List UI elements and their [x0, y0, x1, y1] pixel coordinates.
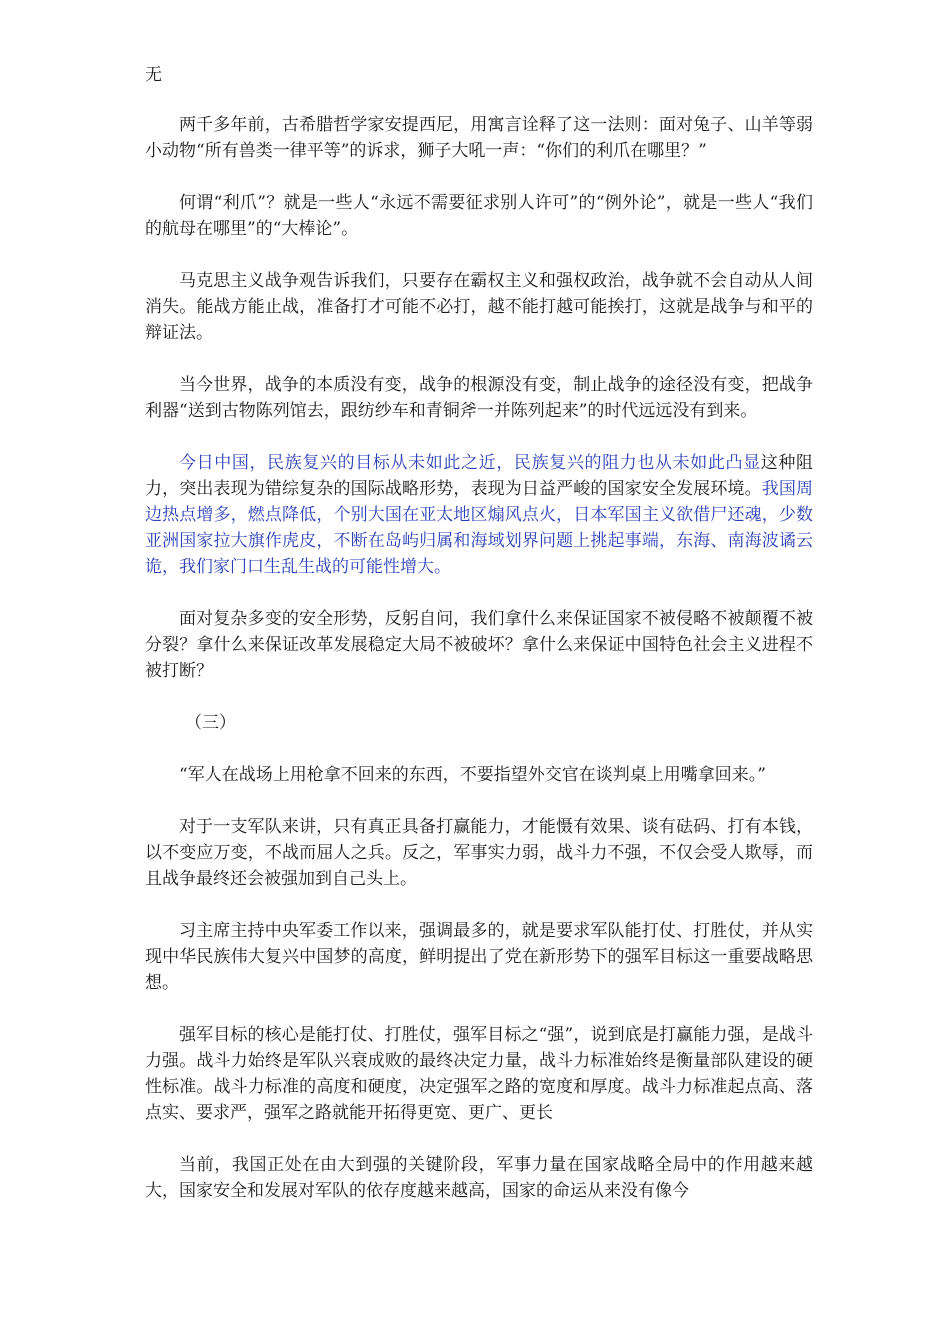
paragraph-1: 两千多年前，古希腊哲学家安提西尼，用寓言诠释了这一法则：面对兔子、山羊等弱小动物“所有兽类一律平等”的诉求，狮子大吼一声：“你们的利爪在哪里？” — [145, 115, 813, 161]
document-page — [145, 62, 813, 1230]
paragraph-6: 面对复杂多变的安全形势，反躬自问，我们拿什么来保证国家不被侵略不被颠覆不被分裂？拿什么来保证改革发展稳定大局不被破坏？拿什么来保证中国特色社会主义进程不被打断？ — [145, 609, 813, 681]
paragraph-2: 何谓“利爪”？就是一些人“永远不需要征求别人许可”的“例外论”，就是一些人“我们的航母在哪里”的“大棒论”。 — [145, 193, 813, 239]
plain-text-1: 这种阻力，突出表现为错综复杂的国际战略形势，表现为日益严峻的国家安全发展环境。 — [145, 453, 814, 499]
section-heading: （三） — [185, 713, 236, 733]
header-mark: 无 — [145, 65, 162, 85]
paragraph-4: 当今世界，战争的本质没有变，战争的根源没有变，制止战争的途径没有变，把战争利器“送到古物陈列馆去，跟纺纱车和青铜斧一并陈列起来”的时代远远没有到来。 — [145, 375, 813, 421]
paragraph-5-mixed — [145, 450, 813, 580]
highlighted-text-2: 我国周边热点增多，燃点降低，个别大国在亚太地区煽风点火，日本军国主义欲借尸还魂，少数亚洲国家拉大旗作虎皮，不断在岛屿归属和海域划界问题上挑起事端，东海、南海波谲云诡，我们家门口生乱生战的可能性增大。 — [145, 479, 814, 577]
section-paragraph-5: 当前，我国正处在由大到强的关键阶段，军事力量在国家战略全局中的作用越来越大，国家安全和发展对军队的依存度越来越高，国家的命运从来没有像今 — [145, 1155, 813, 1201]
section-paragraph-1: “军人在战场上用枪拿不回来的东西，不要指望外交官在谈判桌上用嘴拿回来。” — [179, 765, 766, 785]
section-paragraph-4: 强军目标的核心是能打仗、打胜仗，强军目标之“强”，说到底是打赢能力强，是战斗力强。战斗力始终是军队兴衰成败的最终决定力量，战斗力标准始终是衡量部队建设的硬性标准。战斗力标准的高度和硬度，决定强军之路的宽度和厚度。战斗力标准起点高、落点实、要求严，强军之路就能开拓得更宽、更广、更长 — [145, 1025, 813, 1123]
paragraph-3: 马克思主义战争观告诉我们，只要存在霸权主义和强权政治，战争就不会自动从人间消失。能战方能止战，准备打才可能不必打，越不能打越可能挨打，这就是战争与和平的辩证法。 — [145, 271, 813, 343]
highlighted-text-1: 今日中国，民族复兴的目标从未如此之近，民族复兴的阻力也从未如此凸显 — [179, 453, 761, 473]
section-paragraph-3: 习主席主持中央军委工作以来，强调最多的，就是要求军队能打仗、打胜仗，并从实现中华民族伟大复兴中国梦的高度，鲜明提出了党在新形势下的强军目标这一重要战略思想。 — [145, 921, 813, 993]
section-paragraph-2: 对于一支军队来讲，只有真正具备打赢能力，才能慑有效果、谈有砝码、打有本钱，以不变应万变，不战而屈人之兵。反之，军事实力弱，战斗力不强，不仅会受人欺辱，而且战争最终还会被强加到自己头上。 — [145, 817, 813, 889]
